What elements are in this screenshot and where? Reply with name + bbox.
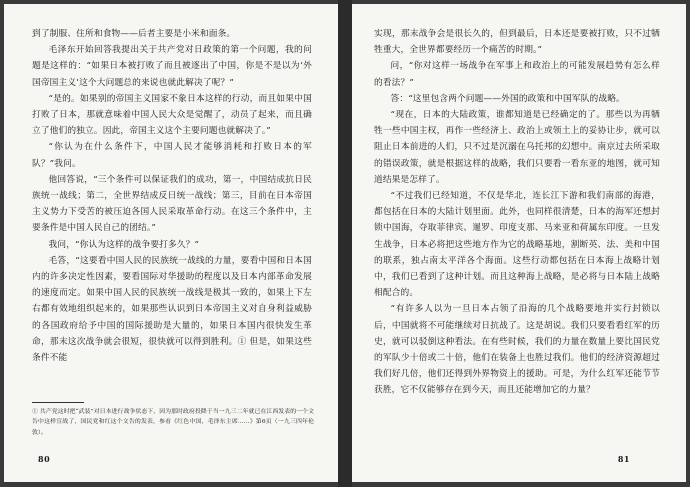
paragraph: “不过我们已经知道，不仅是华北，连长江下游和我们南部的海港，都包括在日本的大陆计划里面。此外，也同样很清楚，日本的海军还想封锁中国海，夺取菲律宾、暹罗、印度支那、马来亚和荷属东印度。一旦发生战争，日本必将把这些地方作为它的战略基地，割断英、法、美和中国的联系，独占南太平洋各个海面。这些行动都包括在日本海上战略计划中，我们已看到了这种计划。而且这种海上战略，是必将与日本陆上战略相配合的。	[374, 191, 660, 299]
paragraph: 毛答，“这要看中国人民的民族统一战线的力量，要看中国和日本国内的许多决定性因素，要看国际对华援助的程度以及日本内部革命发展的速度而定。如果中国人民的民族统一战线是极其一致的，如果上下左右都有效地组织起来的，如果那些认识到日本帝国主义对自身利益威胁的各国政府给予中国的国际援助是大量的，如果日本国内很快发生革命，那末这次战争就会很短，很快就可以得到胜利。① 但是，如果这些条件不能	[32, 255, 312, 364]
left-page-body	[32, 26, 312, 366]
paragraph: “是的。如果别的帝国主义国家不象日本这样的行动，而且如果中国打败了日本，那就意味着中国人民大众是觉醒了，动员了起来，而且确立了他们的独立。因此，帝国主义这个主要问题也就解决了。”	[32, 93, 312, 137]
paragraph: 实现，那末战争会是很长久的，但到最后，日本还是要被打败，只不过牺牲重大，全世界都要经历一个痛苦的时期。”	[374, 29, 660, 56]
paragraph: 我问，“你认为这样的战争要打多久？”	[48, 239, 200, 250]
footnote: ① 共产党这时把“武装”对日本进行战争状态下，因为那时政府投降于当一九三二年就已在江西发表的一个文告中这样宣战了，国民党和红这个文告的发表，参看《红色中国，毛泽东主席……》第6页（一九三四年伦敦）。	[32, 409, 314, 436]
page-number: 81	[617, 454, 630, 464]
paragraph: 他回答说，“三个条件可以保证我们的成功，第一，中国结成抗日民族统一战线；第二，全世界结成反日统一战线；第三，目前在日本帝国主义势力下受苦的被压迫各国人民采取革命行动。在这三个条件中，主要条件是中国人民自己的团结。”	[32, 174, 312, 234]
paragraph: “有许多人以为一旦日本占领了沿海的几个战略要地并实行封锁以后，中国就将不可能继续对日抗战了。这是胡说。我们只要看看红军的历史，就可以驳倒这种看法。在有些时候，我们的力量在数量上要比国民党的军队少十倍或二十倍，他们在装备上也胜过我们。他们的经济资源超过我们好几倍，他们还得到外界物资上的援助。可是，为什么红军还能节节获胜，它不仅能够存在到今天，而且还能增加它的力量？	[374, 304, 660, 396]
left-page	[4, 4, 338, 482]
book-gutter	[338, 0, 352, 487]
paragraph: “你认为在什么条件下，中国人民才能够消耗和打败日本的军队？”我问。	[32, 142, 312, 169]
page-number: 80	[38, 454, 51, 464]
paragraph: “现在，日本的大陆政策，谁都知道是已经确定的了。那些以为再牺牲一些中国主权，再作一些经济上、政治上或领土上的妥协让步，就可以阻止日本前进的人们，只不过是沉溺在乌托邦的幻想中。南京过去所采取的错误政策，就是根据这样的战略，我们只要看一看东亚的地图，就可知道结果是怎样了。	[374, 110, 660, 185]
paragraph: 问，“你对这样一场战争在军事上和政治上的可能发展趋势有怎么样的看法？”	[374, 61, 660, 88]
paragraph: 答：“这里包含两个问题——外国的政策和中国军队的战略。	[390, 93, 625, 104]
right-page	[352, 4, 686, 482]
footnote-divider	[32, 402, 84, 403]
paragraph: 毛泽东开始回答我提出关于共产党对日政策的第一个问题，我的问题是这样的：“如果日本被打败了而且被逐出了中国，你是不是以为‘外国帝国主义’这个大问题总的来说也就此解决了呢？”	[32, 45, 312, 88]
paragraph: 到了制服、住所和食物——后者主要是小米和面条。	[32, 29, 236, 39]
right-page-body	[374, 26, 660, 399]
